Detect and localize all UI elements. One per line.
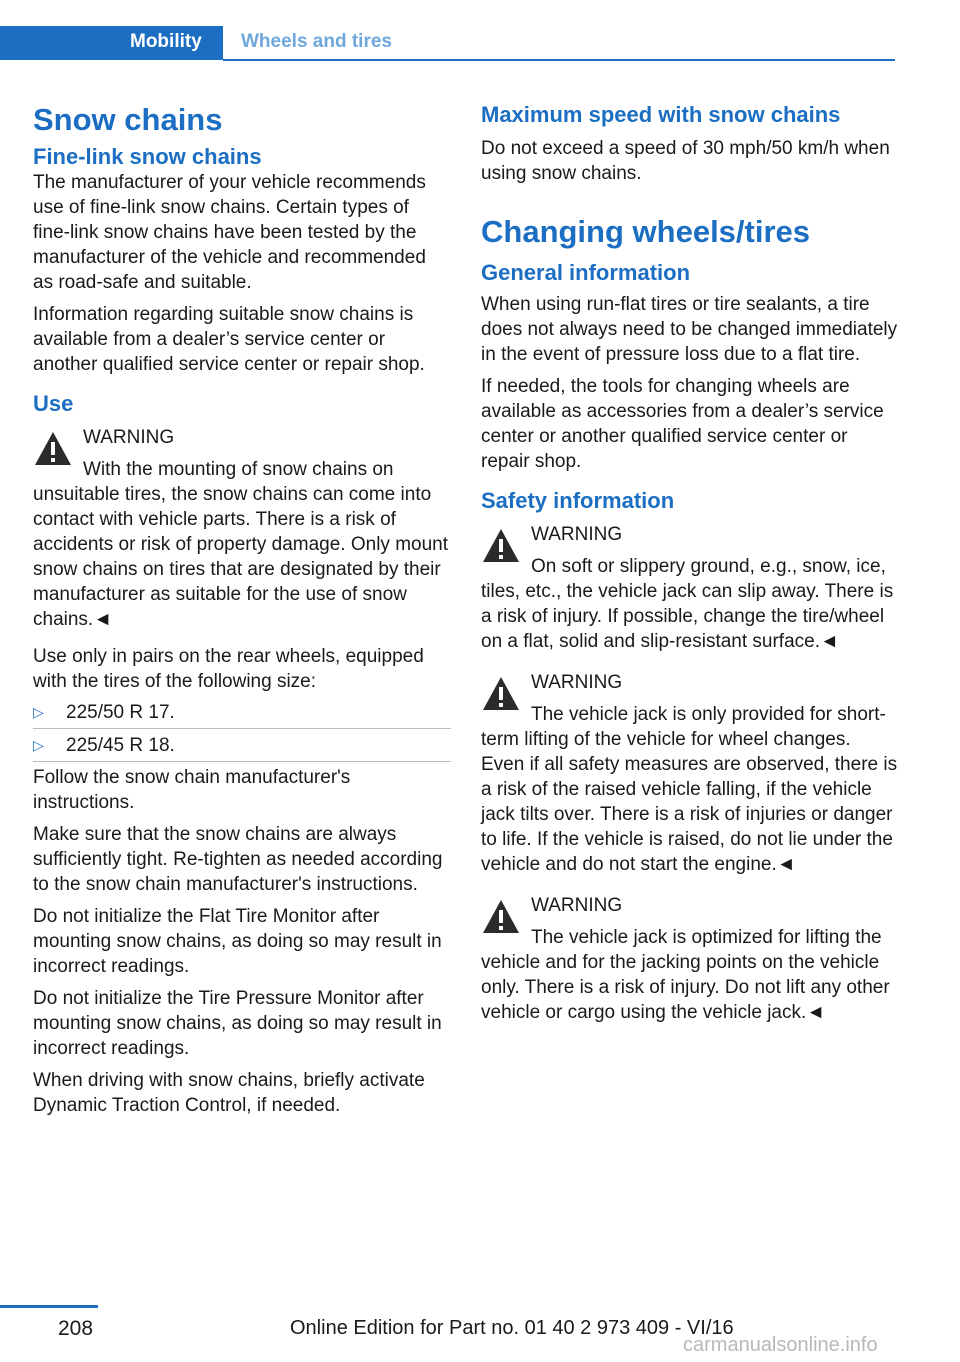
heading-general-information: General information xyxy=(481,260,691,285)
paragraph: Follow the snow chain manufacturer's instructions. xyxy=(33,767,351,813)
warning-triangle-icon xyxy=(481,674,521,714)
paragraph: Do not initialize the Flat Tire Monitor after mounting snow chains, as doing so may result in incorrect readings. xyxy=(33,906,442,977)
warning-text: With the mounting of snow chains on unsuitable tires, the snow chains can come into contact with vehicle parts. There is a risk of accidents or risk of property damage. Only mount snow chains on tires that are designated by their manufacturer as suitable for the use of snow chains.◄ xyxy=(33,459,449,630)
paragraph: When driving with snow chains, briefly activate Dynamic Traction Control, if needed. xyxy=(33,1070,425,1116)
warning-label: WARNING xyxy=(531,524,623,545)
warning-triangle-icon xyxy=(481,897,521,937)
section-title-snow-chains: Snow chains xyxy=(33,102,223,137)
warning-triangle-icon xyxy=(481,526,521,566)
warning-block xyxy=(481,670,899,877)
page-number: 208 xyxy=(58,1317,94,1340)
section-title-changing-wheels: Changing wheels/tires xyxy=(481,214,811,249)
warning-block xyxy=(481,893,899,1025)
list-item-text: 225/45 R 18. xyxy=(66,735,175,756)
warning-block xyxy=(33,425,451,632)
edition-note: Online Edition for Part no. 01 40 2 973 409 - VI/16 xyxy=(290,1317,734,1339)
heading-safety-information: Safety information xyxy=(481,488,675,513)
left-column xyxy=(33,100,451,1125)
paragraph: Information regarding suitable snow chains is available from a dealer’s service center or another qualified service center or repair shop. xyxy=(33,304,425,375)
paragraph: Use only in pairs on the rear wheels, equipped with the tires of the following size: xyxy=(33,646,424,692)
paragraph: Make sure that the snow chains are always sufficiently tight. Re-tighten as needed according to the snow chain manufacturer's instructions. xyxy=(33,824,443,895)
triangle-bullet-icon: ▷ xyxy=(33,704,44,720)
triangle-bullet-icon: ▷ xyxy=(33,737,44,753)
warning-text: On soft or slippery ground, e.g., snow, ice, tiles, etc., the vehicle jack can slip away. There is a risk of injury. If possible, change the tire/wheel on a flat, solid and slip-resistant surface.◄ xyxy=(481,556,894,652)
section-tab-wheels-and-tires[interactable]: Wheels and tires xyxy=(241,31,392,52)
heading-use: Use xyxy=(33,391,74,416)
paragraph: Do not initialize the Tire Pressure Monitor after mounting snow chains, as doing so may result in incorrect readings. xyxy=(33,988,442,1059)
heading-max-speed: Maximum speed with snow chains xyxy=(481,102,841,127)
right-column xyxy=(481,100,899,1033)
header-divider xyxy=(223,59,895,61)
watermark: carmanualsonline.info xyxy=(683,1334,878,1356)
warning-text: The vehicle jack is only provided for short-term lifting of the vehicle for wheel changes. Even if all safety measures are observed, there is a risk of the raised vehicle falling, if the vehicle jack tilts over. There is a risk of injuries or danger to life. If the vehicle is raised, do not lie under the vehicle and do not start the engine.◄ xyxy=(481,704,898,875)
page-header xyxy=(0,26,895,62)
warning-label: WARNING xyxy=(83,427,175,448)
tire-size-list xyxy=(33,696,451,762)
warning-label: WARNING xyxy=(531,895,623,916)
section-tab-mobility[interactable]: Mobility xyxy=(0,26,223,60)
list-item-text: 225/50 R 17. xyxy=(66,702,175,723)
list-item xyxy=(33,696,451,729)
warning-label: WARNING xyxy=(531,672,623,693)
warning-block xyxy=(481,522,899,654)
list-item xyxy=(33,729,451,762)
paragraph: If needed, the tools for changing wheels are available as accessories from a dealer’s service center or another qualified service center or repair shop. xyxy=(481,376,884,472)
paragraph: The manufacturer of your vehicle recommends use of fine-link snow chains. Certain types of fine-link snow chains have been tested by the manufacturer of the vehicle and recommended as road-safe and suitable. xyxy=(33,172,426,293)
footer-divider xyxy=(0,1305,98,1308)
paragraph: When using run-flat tires or tire sealants, a tire does not always need to be changed immediately in the event of pressure loss due to a flat tire. xyxy=(481,294,898,365)
warning-triangle-icon xyxy=(33,429,73,469)
warning-text: The vehicle jack is optimized for lifting the vehicle and for the jacking points on the vehicle only. There is a risk of injury. Do not lift any other vehicle or cargo using the vehicle jack.◄ xyxy=(481,927,890,1023)
heading-fine-link: Fine-link snow chains xyxy=(33,144,262,169)
paragraph: Do not exceed a speed of 30 mph/50 km/h when using snow chains. xyxy=(481,138,890,184)
